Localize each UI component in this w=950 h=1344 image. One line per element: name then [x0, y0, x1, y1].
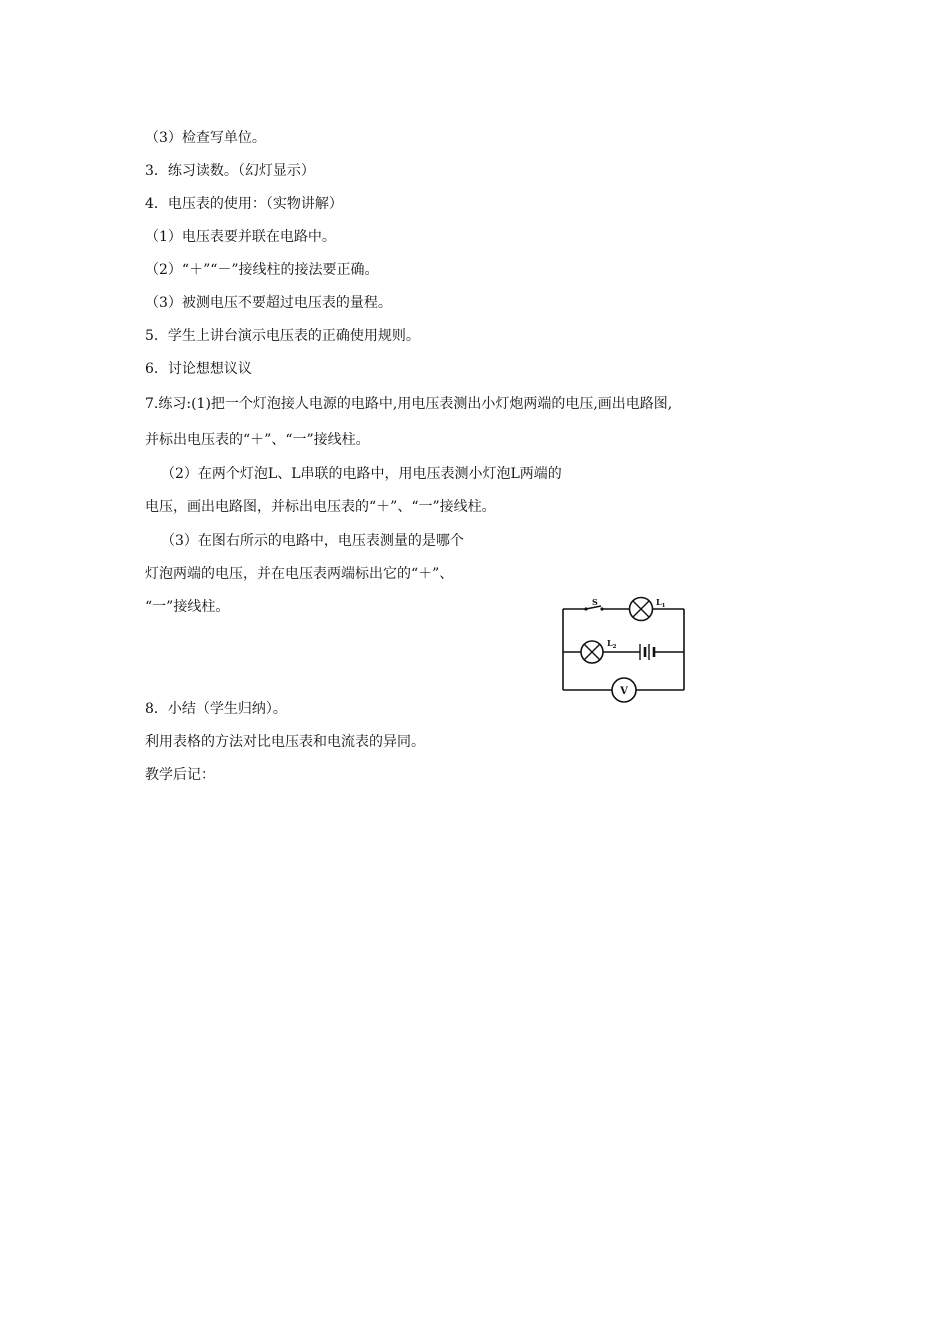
lamp2-label: $L_2$ — [607, 638, 617, 650]
lamp-icon — [581, 641, 603, 663]
text-line-5: （2）“＋”“－”接线柱的接法要正确。 — [145, 262, 379, 278]
circuit-diagram — [556, 596, 692, 704]
battery-icon — [640, 644, 654, 660]
text-line-4: （1）电压表要并联在电路中。 — [145, 229, 336, 245]
text-line-10: 并标出电压表的“＋”、“一”接线柱。 — [145, 432, 370, 448]
switch-label: S — [592, 597, 598, 607]
voltmeter-label: V — [620, 686, 628, 697]
text-line-14: 灯泡两端的电压，并在电压表两端标出它的“＋”、 — [145, 566, 454, 582]
lamp-icon — [630, 598, 653, 621]
text-line-12: 电压，画出电路图，并标出电压表的“＋”、“一”接线柱。 — [145, 499, 496, 515]
text-line-18: 教学后记： — [145, 767, 215, 783]
text-line-17: 利用表格的方法对比电压表和电流表的异同。 — [145, 734, 425, 750]
text-line-2: 3．练习读数。（幻灯显示） — [145, 163, 315, 179]
text-line-6: （3）被测电压不要超过电压表的量程。 — [145, 295, 392, 311]
lamp1-label: $L_1$ — [656, 597, 666, 609]
text-line-3: 4．电压表的使用：（实物讲解） — [145, 196, 343, 212]
text-line-16: 8．小结（学生归纳）。 — [145, 701, 287, 717]
text-line-1: （3）检查写单位。 — [145, 130, 266, 146]
text-line-15: “一”接线柱。 — [145, 599, 230, 615]
text-line-7: 5．学生上讲台演示电压表的正确使用规则。 — [145, 328, 420, 344]
text-line-9: 7.练习:(1)把一个灯泡接人电源的电路中,用电压表测出小灯炮两端的电压,画出电路图, — [145, 396, 673, 412]
text-line-11: （2）在两个灯泡L、L串联的电路中，用电压表测小灯泡L两端的 — [161, 466, 562, 482]
text-line-8: 6．讨论想想议议 — [145, 361, 252, 377]
text-line-13: （3）在图右所示的电路中，电压表测量的是哪个 — [161, 533, 464, 549]
